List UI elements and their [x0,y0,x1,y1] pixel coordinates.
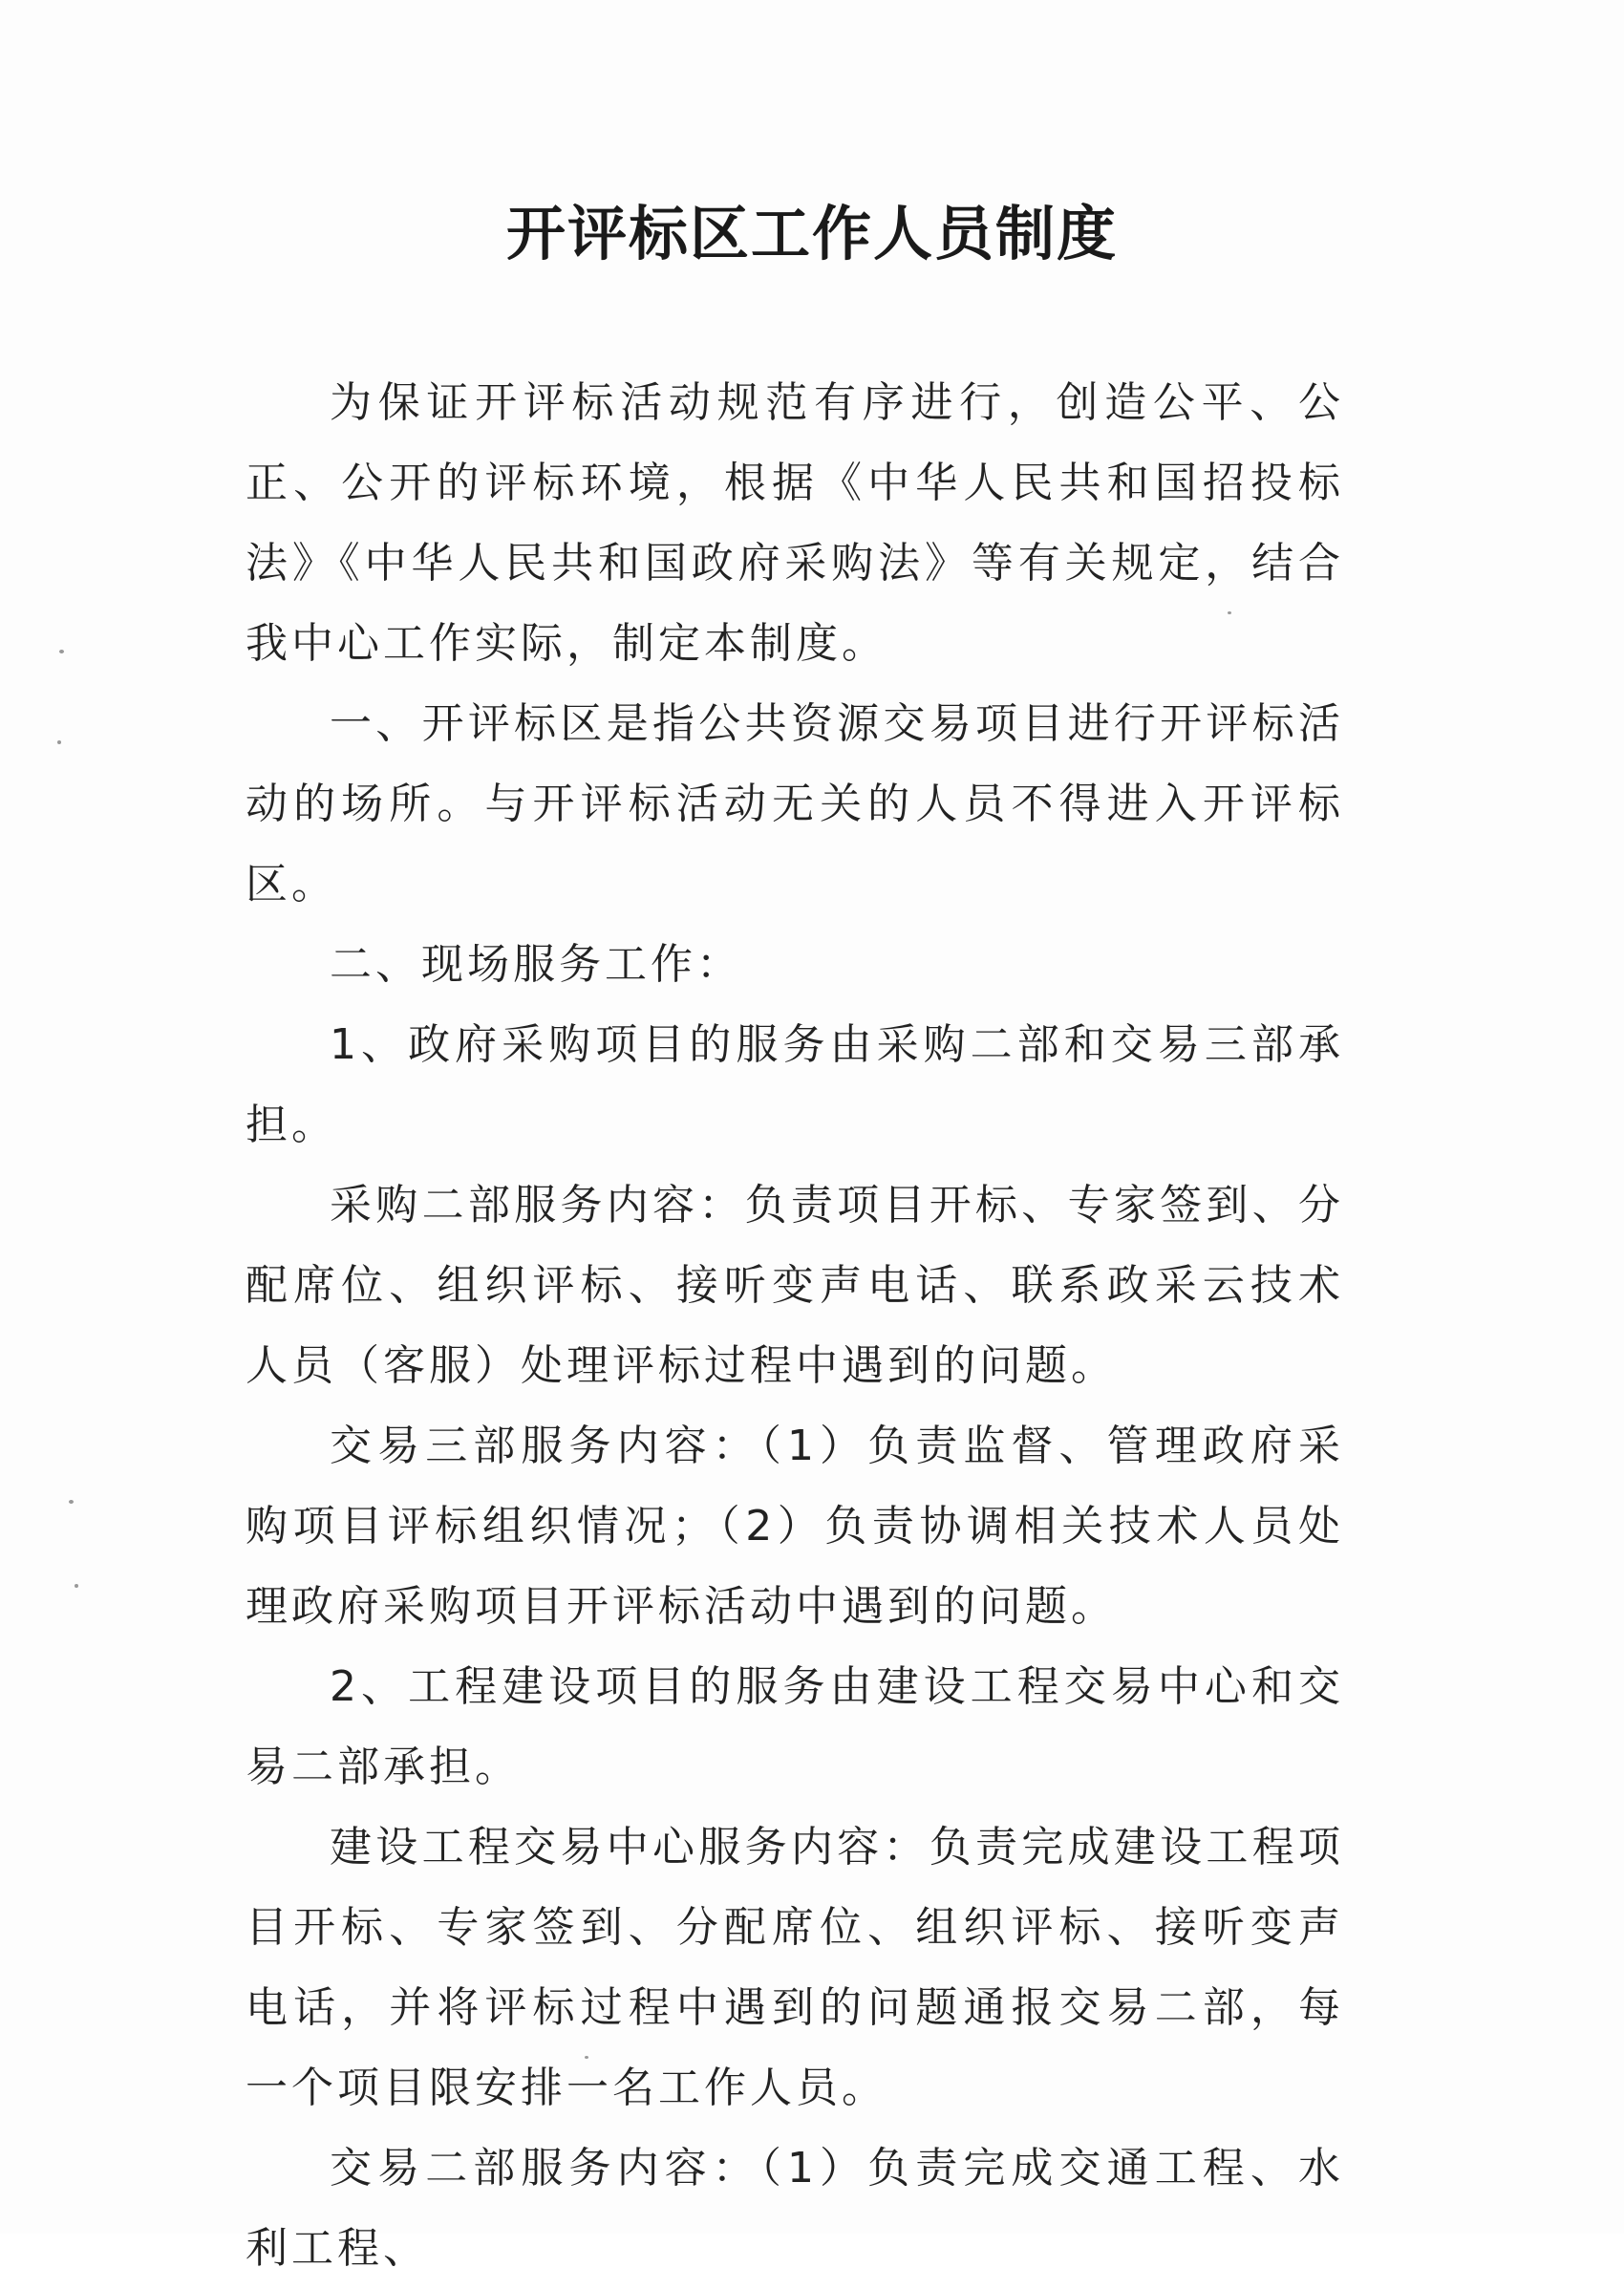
scan-speck [585,2056,588,2059]
paragraph-section-2-heading: 二、现场服务工作： [330,940,742,989]
paragraph-section-1: 一、开评标区是指公共资源交易项目进行开评标活动的场所。与开评标活动无关的人员不得进入开评标区。 [246,699,1344,909]
paragraph-procurement-dept-2: 采购二部服务内容：负责项目开标、专家签到、分配席位、组织评标、接听变声电话、联系政采云技术人员（客服）处理评标过程中遇到的问题。 [246,1181,1344,1390]
document-title: 开评标区工作人员制度 [505,199,1118,268]
scan-speck [75,1584,78,1588]
paragraph-trading-dept-2: 交易二部服务内容：（1）负责完成交通工程、水利工程、 [246,2144,1344,2273]
document-body [246,363,1344,2289]
paragraph-construction-center: 建设工程交易中心服务内容：负责完成建设工程项目开标、专家签到、分配席位、组织评标、接听变声电话，并将评标过程中遇到的问题通报交易二部，每一个项目限安排一名工作人员。 [246,1823,1344,2112]
scan-speck [57,740,61,744]
scan-speck [69,1500,74,1504]
paragraph-trading-dept-3: 交易三部服务内容：（1）负责监督、管理政府采购项目评标组织情况；（2）负责协调相关技术人员处理政府采购项目开评标活动中遇到的问题。 [246,1422,1344,1631]
scan-speck [59,650,64,653]
paragraph-intro: 为保证开评标活动规范有序进行，创造公平、公正、公开的评标环境，根据《中华人民共和国招投标法》《中华人民共和国政府采购法》等有关规定，结合我中心工作实际，制定本制度。 [246,378,1344,668]
paragraph-item-1: 1、政府采购项目的服务由采购二部和交易三部承担。 [246,1020,1344,1149]
scan-speck [1228,611,1231,614]
paragraph-item-2: 2、工程建设项目的服务由建设工程交易中心和交易二部承担。 [246,1662,1344,1791]
